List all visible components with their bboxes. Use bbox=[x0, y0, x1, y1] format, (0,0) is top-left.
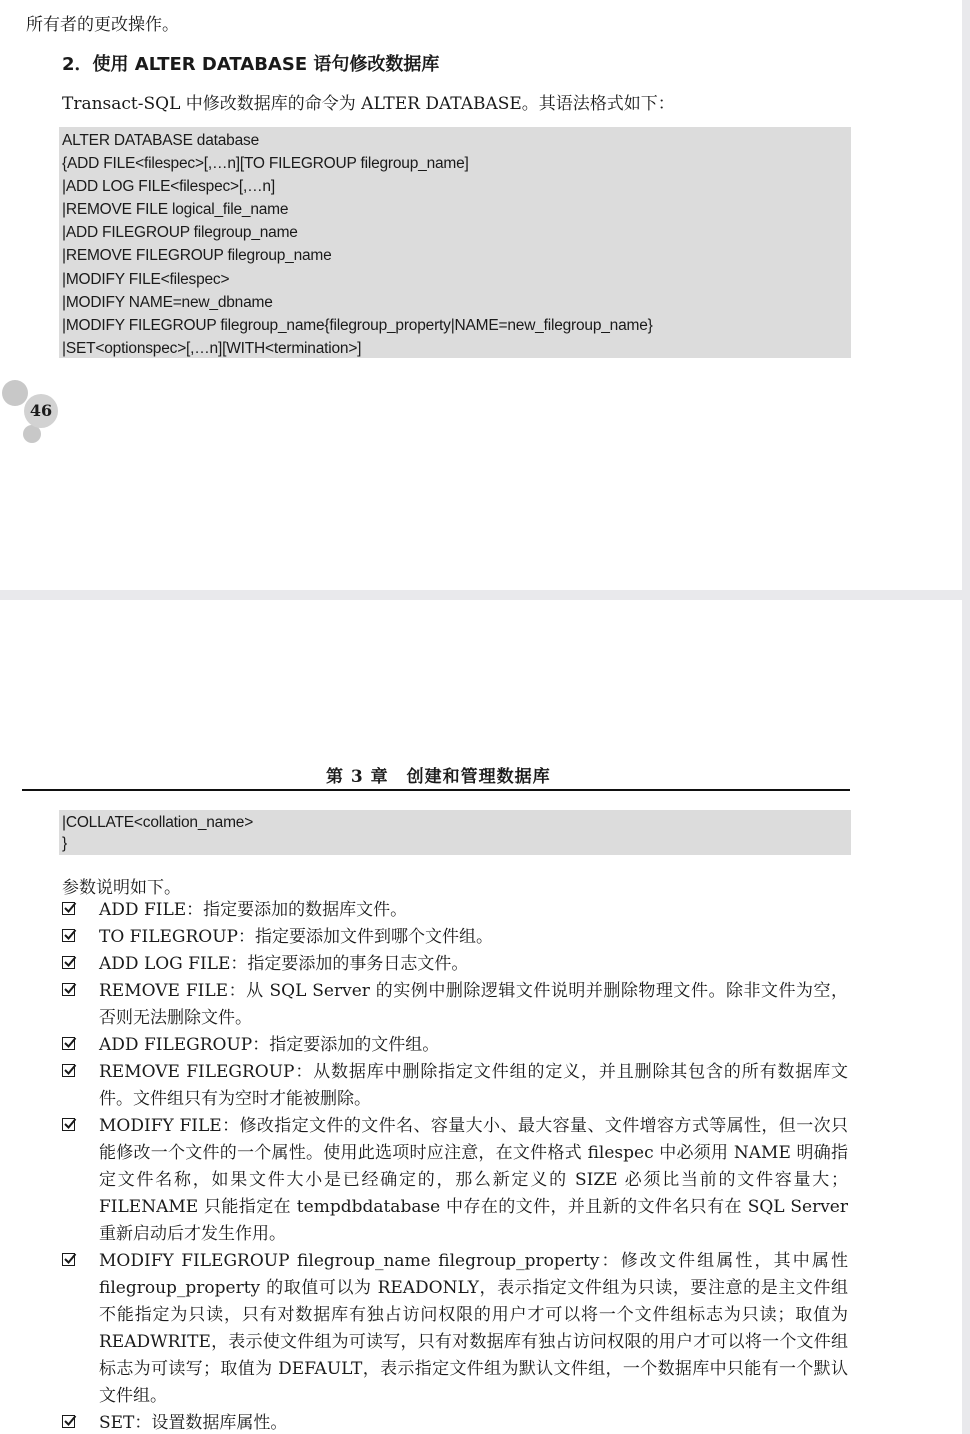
list-item bbox=[62, 1113, 848, 1248]
header-rule bbox=[22, 789, 850, 791]
list-item bbox=[62, 1032, 848, 1059]
list-item bbox=[62, 897, 848, 924]
item-text: REMOVE FILE：从 SQL Server 的实例中删除逻辑文件说明并删除物理文件。除非文件为空，否则无法删除文件。 bbox=[99, 981, 848, 1028]
list-item bbox=[62, 924, 848, 951]
checkbox-icon bbox=[62, 1415, 75, 1428]
section-heading: 2．使用 ALTER DATABASE 语句修改数据库 bbox=[62, 54, 440, 75]
checkbox-icon bbox=[62, 1118, 75, 1131]
page-46 bbox=[0, 0, 962, 590]
checkbox-icon bbox=[62, 1253, 75, 1266]
code-line: ALTER DATABASE database bbox=[62, 132, 259, 149]
list-item bbox=[62, 951, 848, 978]
item-text: MODIFY FILEGROUP filegroup_name filegroup_property：修改文件组属性，其中属性 filegroup_property 的取值可以为 READONLY，表示指定文件组为只读，要注意的是主文件组不能指定为只读，只有对数据库有独占访问权限的用户才可以将一个文件组标志为只读；取值为 READWRITE，表示使文件组为可读写，只有对数据库有独占访问权限的用户才可以将一个文件组标志为可读写；取值为 DEFAULT，表示指定文件组为默认文件组，一个数据库中只能有一个默认文件组。 bbox=[99, 1251, 848, 1406]
code-line: |ADD FILEGROUP filegroup_name bbox=[62, 224, 298, 242]
checkbox-icon bbox=[62, 902, 75, 915]
chapter-header: 第 3 章 创建和管理数据库 bbox=[326, 767, 551, 787]
item-text: ADD LOG FILE：指定要添加的事务日志文件。 bbox=[99, 954, 469, 974]
code-line: |MODIFY FILE<filespec> bbox=[62, 270, 230, 288]
code-line: |MODIFY NAME=new_dbname bbox=[62, 293, 273, 311]
list-item bbox=[62, 978, 848, 1032]
params-intro: 参数说明如下。 bbox=[62, 878, 181, 898]
checkbox-icon bbox=[62, 1037, 75, 1050]
code-line: |MODIFY FILEGROUP filegroup_name{filegroup_property|NAME=new_filegroup_name} bbox=[62, 316, 653, 334]
item-text: ADD FILEGROUP：指定要添加的文件组。 bbox=[99, 1035, 440, 1055]
code-line: {ADD FILE<filespec>[,…n][TO FILEGROUP filegroup_name] bbox=[62, 155, 469, 173]
code-line: |COLLATE<collation_name> bbox=[62, 814, 254, 831]
checkbox-icon bbox=[62, 956, 75, 969]
continuation-text: 所有者的更改操作。 bbox=[26, 15, 179, 35]
checkbox-icon bbox=[62, 929, 75, 942]
page-47 bbox=[0, 600, 962, 1434]
checkbox-icon bbox=[62, 983, 75, 996]
code-line: |ADD LOG FILE<filespec>[,…n] bbox=[62, 178, 275, 196]
syntax-code-block-continued bbox=[59, 810, 851, 855]
item-text: MODIFY FILE：修改指定文件的文件名、容量大小、最大容量、文件增容方式等属性，但一次只能修改一个文件的一个属性。使用此选项时应注意，在文件格式 filespec 中必须用 NAME 明确指定文件名称，如果文件大小是已经确定的，那么新定义的 SIZE 必须比当前的文件容量大；FILENAME 只能指定在 tempdbdatabase 中存在的文件，并且新的文件名只有在 SQL Server 重新启动后才发生作用。 bbox=[99, 1116, 848, 1244]
syntax-code-block bbox=[59, 127, 851, 358]
item-text: REMOVE FILEGROUP：从数据库中删除指定文件组的定义，并且删除其包含的所有数据库文件。文件组只有为空时才能被删除。 bbox=[99, 1062, 848, 1109]
item-text: TO FILEGROUP：指定要添加文件到哪个文件组。 bbox=[99, 927, 493, 947]
code-line: |SET<optionspec>[,…n][WITH<termination>] bbox=[62, 339, 362, 357]
list-item bbox=[62, 1410, 848, 1434]
list-item bbox=[62, 1248, 848, 1410]
item-text: SET：设置数据库属性。 bbox=[99, 1413, 288, 1433]
intro-paragraph: Transact-SQL 中修改数据库的命令为 ALTER DATABASE。其语法格式如下： bbox=[62, 94, 675, 114]
list-item bbox=[62, 1059, 848, 1113]
page-number: 46 bbox=[29, 401, 53, 420]
item-text: ADD FILE：指定要添加的数据库文件。 bbox=[99, 900, 408, 920]
code-line: |REMOVE FILEGROUP filegroup_name bbox=[62, 247, 332, 265]
parameter-list bbox=[62, 897, 848, 1434]
code-line: |REMOVE FILE logical_file_name bbox=[62, 201, 289, 219]
code-line: } bbox=[62, 835, 67, 852]
page-number-badge bbox=[0, 378, 70, 448]
checkbox-icon bbox=[62, 1064, 75, 1077]
